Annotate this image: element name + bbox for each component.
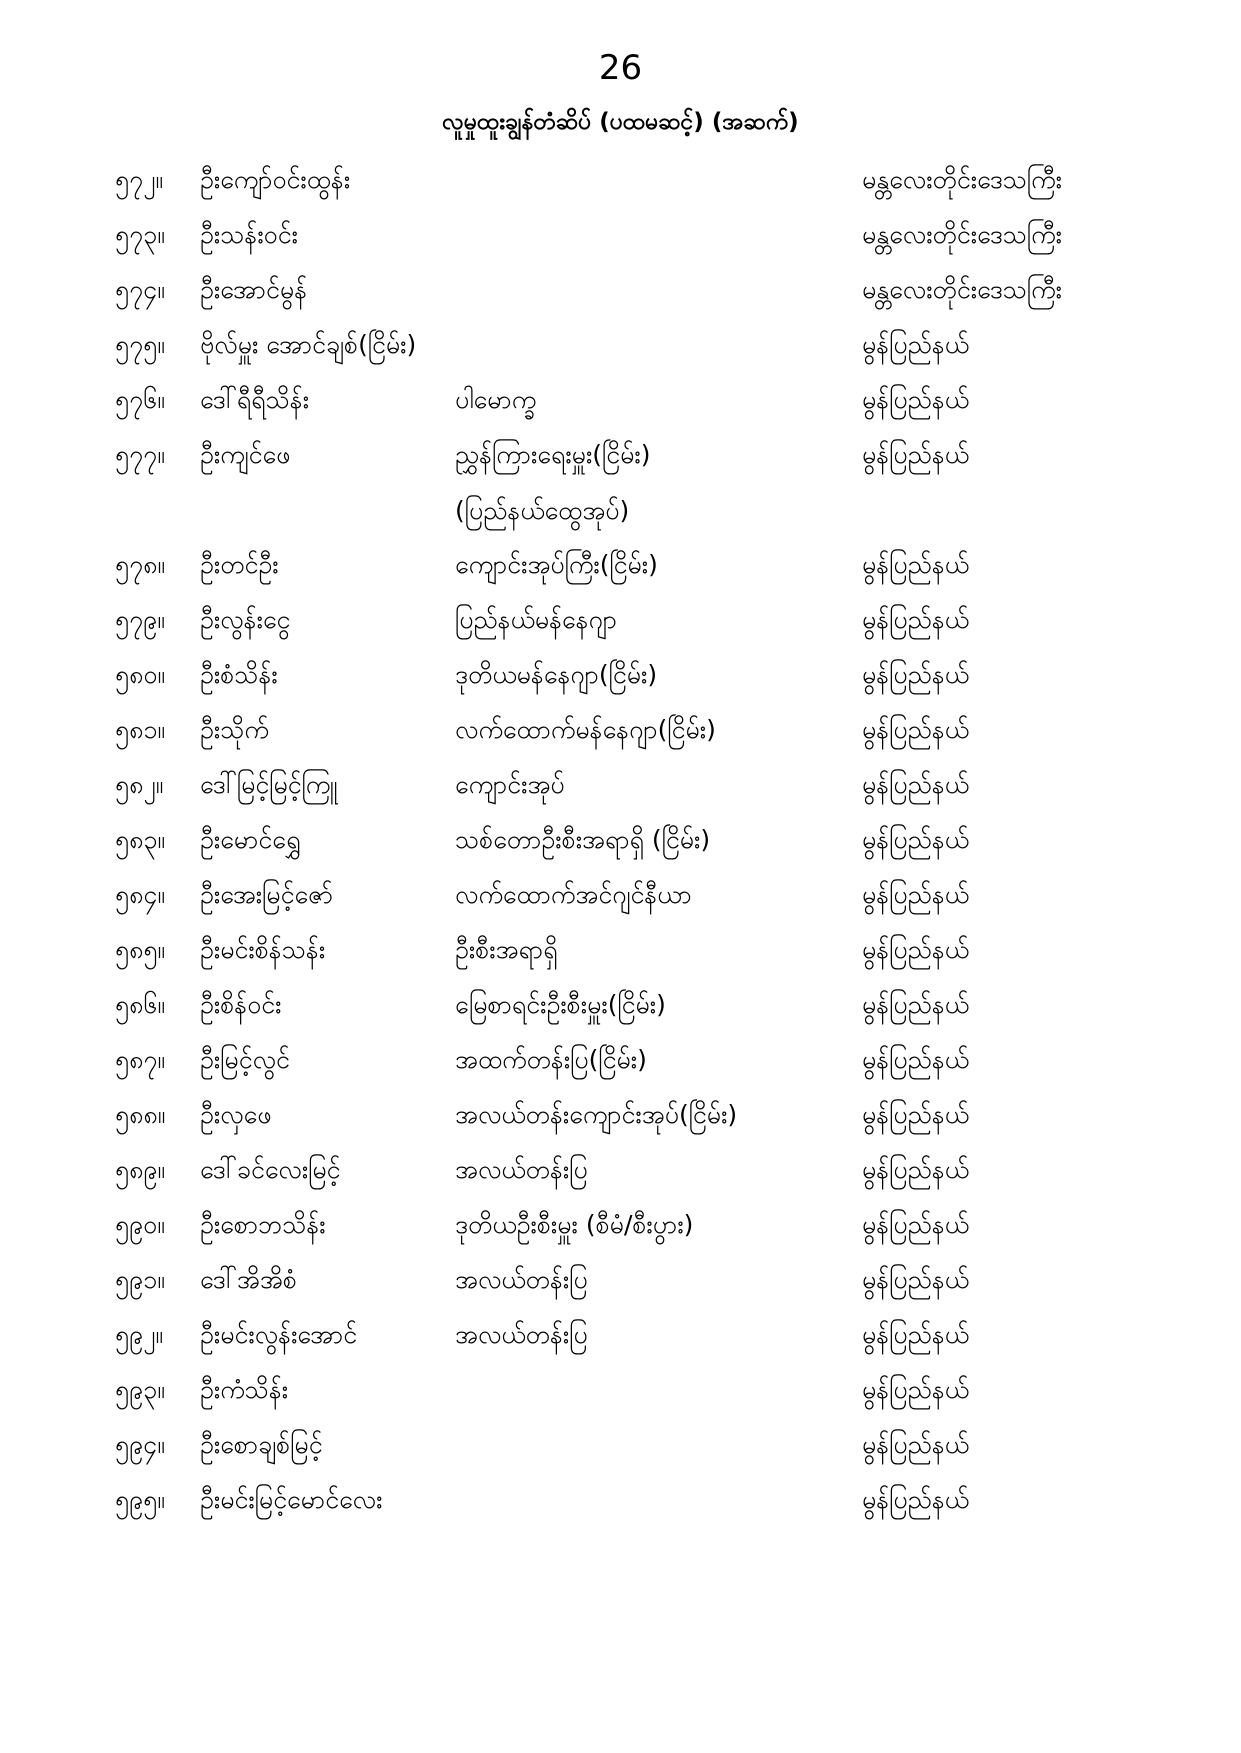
region-name: မွန်ပြည်နယ် (862, 385, 970, 414)
position-line-1: ဒုတိယဦးစီးမှူး (စီမံ/စီးပွား) (455, 1210, 694, 1239)
serial-number: ၅၇၈။ (115, 550, 165, 579)
recipient-name: ဒေါ်ရီရီသိန်း (200, 385, 310, 414)
recipient-name: ဦးလှဖေ (200, 1100, 272, 1129)
region-name: မွန်ပြည်နယ် (862, 1320, 970, 1349)
recipient-name: ဒေါ်ခင်လေးမြင့် (200, 1155, 341, 1184)
recipient-name: ဦးအောင်မွန် (200, 275, 308, 304)
serial-number: ၅၇၂။ (115, 165, 163, 194)
list-item (0, 1258, 1241, 1313)
serial-number: ၅၈၃။ (115, 825, 165, 854)
position-line-1: ပါမောက္ခ (455, 385, 537, 414)
position-line-1: အလယ်တန်းကျောင်းအုပ်(ငြိမ်း) (455, 1100, 738, 1129)
serial-number: ၅၉၃။ (115, 1375, 165, 1404)
award-recipient-list (0, 158, 1241, 1533)
recipient-name: ဒေါ်မြင့်မြင့်ကြူ (200, 770, 338, 799)
position-line-1: မြေစာရင်းဦးစီးမှူး(ငြိမ်း) (455, 990, 666, 1019)
recipient-name: ဦးစံသိန်း (200, 660, 278, 689)
position-line-1: အလယ်တန်းပြ (455, 1320, 588, 1349)
position-title (455, 714, 855, 745)
list-item (0, 1038, 1241, 1093)
serial-number: ၅၈၈။ (115, 1100, 166, 1129)
position-title (455, 439, 855, 527)
recipient-name: ဦးစောဘသိန်း (200, 1210, 326, 1239)
serial-number: ၅၈၉။ (115, 1155, 165, 1184)
page-number: 26 (598, 48, 643, 88)
list-item (0, 1203, 1241, 1258)
serial-number: ၅၈၆။ (115, 990, 165, 1019)
region-name: မွန်ပြည်နယ် (862, 1485, 970, 1514)
position-line-1: သစ်တောဦးစီးအရာရှိ (ငြိမ်း) (455, 825, 711, 854)
list-item (0, 1368, 1241, 1423)
serial-number: ၅၉၂။ (115, 1320, 163, 1349)
recipient-name: ဒေါ်အိအိစံ (200, 1265, 297, 1294)
position-title (455, 1264, 855, 1295)
list-item (0, 378, 1241, 433)
serial-number: ၅၈၀။ (115, 660, 165, 689)
recipient-name: ဦးတင်ဦး (200, 550, 279, 579)
document-title: လူမှုထူးချွန်တံဆိပ် (ပထမဆင့်) (အဆက်) (442, 109, 799, 135)
region-name: မန္တလေးတိုင်းဒေသကြီး (862, 275, 1062, 304)
region-name: မွန်ပြည်နယ် (862, 440, 970, 469)
list-item (0, 323, 1241, 378)
region-name: မွန်ပြည်နယ် (862, 1155, 970, 1184)
region-name: မွန်ပြည်နယ် (862, 550, 970, 579)
list-item (0, 158, 1241, 213)
region-name: မွန်ပြည်နယ် (862, 990, 970, 1019)
position-line-1: ညွှန်ကြားရေးမှူး(ငြိမ်း) (455, 440, 651, 469)
region-name: မန္တလေးတိုင်းဒေသကြီး (862, 220, 1062, 249)
list-item (0, 818, 1241, 873)
region-name: မွန်ပြည်နယ် (862, 1375, 970, 1404)
position-title (455, 1319, 855, 1350)
position-title (455, 1044, 855, 1075)
recipient-name: ဦးမောင်ရွှေ (200, 825, 301, 854)
serial-number: ၅၇၇။ (115, 440, 165, 469)
region-name: မွန်ပြည်နယ် (862, 770, 970, 799)
serial-number: ၅၇၅။ (115, 330, 165, 359)
position-line-1: ကျောင်းအုပ် (455, 770, 565, 799)
serial-number: ၅၉၄။ (115, 1430, 165, 1459)
recipient-name: ဦးသိုက် (200, 715, 269, 744)
recipient-name: ဦးမင်းမြင့်မောင်လေး (200, 1485, 383, 1514)
recipient-name: ဦးမြင့်လွင် (200, 1045, 290, 1074)
position-title (455, 1154, 855, 1185)
list-item (0, 1148, 1241, 1203)
position-title (455, 604, 855, 635)
serial-number: ၅၈၇။ (115, 1045, 165, 1074)
list-item (0, 268, 1241, 323)
position-line-2: (ပြည်နယ်ထွေအုပ်) (455, 496, 630, 526)
recipient-name: ဦးစိန်ဝင်း (200, 990, 282, 1019)
region-name: မွန်ပြည်နယ် (862, 1430, 970, 1459)
position-line-1: ကျောင်းအုပ်ကြီး(ငြိမ်း) (455, 550, 658, 579)
serial-number: ၅၉၁။ (115, 1265, 165, 1294)
position-title (455, 384, 855, 415)
position-line-1: အထက်တန်းပြ(ငြိမ်း) (455, 1045, 647, 1074)
list-item (0, 653, 1241, 708)
recipient-name: ဦးအေးမြင့်ဇော် (200, 880, 334, 909)
serial-number: ၅၉၀။ (115, 1210, 165, 1239)
recipient-name: ဦးစောချစ်မြင့် (200, 1430, 323, 1459)
region-name: မွန်ပြည်နယ် (862, 880, 970, 909)
list-item (0, 983, 1241, 1038)
position-title (455, 769, 855, 800)
position-title (455, 879, 855, 910)
region-name: မန္တလေးတိုင်းဒေသကြီး (862, 165, 1062, 194)
position-title (455, 549, 855, 580)
position-title (455, 1209, 855, 1240)
position-line-1: လက်ထောက်မန်နေဂျာ(ငြိမ်း) (455, 715, 716, 744)
position-line-1: လက်ထောက်အင်ဂျင်နီယာ (455, 880, 692, 909)
region-name: မွန်ပြည်နယ် (862, 330, 970, 359)
serial-number: ၅၈၄။ (115, 880, 165, 909)
position-title (455, 659, 855, 690)
recipient-name: ဦးကျော်ဝင်းထွန်း (200, 165, 351, 194)
serial-number: ၅၇၆။ (115, 385, 165, 414)
list-item (0, 1093, 1241, 1148)
serial-number: ၅၇၃။ (115, 220, 165, 249)
region-name: မွန်ပြည်နယ် (862, 605, 970, 634)
list-item (0, 598, 1241, 653)
serial-number: ၅၈၅။ (115, 935, 165, 964)
region-name: မွန်ပြည်နယ် (862, 660, 970, 689)
region-name: မွန်ပြည်နယ် (862, 825, 970, 854)
recipient-name: ဦးကျင်ဖေ (200, 440, 291, 469)
region-name: မွန်ပြည်နယ် (862, 1045, 970, 1074)
recipient-name: ဦးမင်းလွန်းအောင် (200, 1320, 358, 1349)
list-item (0, 1423, 1241, 1478)
list-item (0, 1313, 1241, 1368)
list-item (0, 873, 1241, 928)
recipient-name: ဦးမင်းစိန်သန်း (200, 935, 326, 964)
region-name: မွန်ပြည်နယ် (862, 715, 970, 744)
position-title (455, 824, 855, 855)
serial-number: ၅၇၄။ (115, 275, 165, 304)
region-name: မွန်ပြည်နယ် (862, 935, 970, 964)
list-item (0, 433, 1241, 543)
region-name: မွန်ပြည်နယ် (862, 1265, 970, 1294)
serial-number: ၅၈၁။ (115, 715, 165, 744)
list-item (0, 1478, 1241, 1533)
list-item (0, 708, 1241, 763)
position-title (455, 989, 855, 1020)
list-item (0, 543, 1241, 598)
position-line-1: အလယ်တန်းပြ (455, 1265, 588, 1294)
serial-number: ၅၉၅။ (115, 1485, 165, 1514)
recipient-name: ဗိုလ်မှူး အောင်ချစ်(ငြိမ်း) (200, 330, 417, 359)
position-title (455, 1099, 855, 1130)
position-line-1: ဒုတိယမန်နေဂျာ(ငြိမ်း) (455, 660, 658, 689)
recipient-name: ဦးသန်းဝင်း (200, 220, 298, 249)
serial-number: ၅၈၂။ (115, 770, 164, 799)
serial-number: ၅၇၉။ (115, 605, 165, 634)
position-line-1: ဦးစီးအရာရှိ (455, 935, 558, 964)
list-item (0, 213, 1241, 268)
region-name: မွန်ပြည်နယ် (862, 1210, 970, 1239)
position-line-1: အလယ်တန်းပြ (455, 1155, 588, 1184)
region-name: မွန်ပြည်နယ် (862, 1100, 970, 1129)
list-item (0, 928, 1241, 983)
position-line-1: ပြည်နယ်မန်နေဂျာ (455, 605, 618, 634)
recipient-name: ဦးလွန်းငွေ (200, 605, 291, 634)
list-item (0, 763, 1241, 818)
recipient-name: ဦးကံသိန်း (200, 1375, 289, 1404)
position-title (455, 934, 855, 965)
